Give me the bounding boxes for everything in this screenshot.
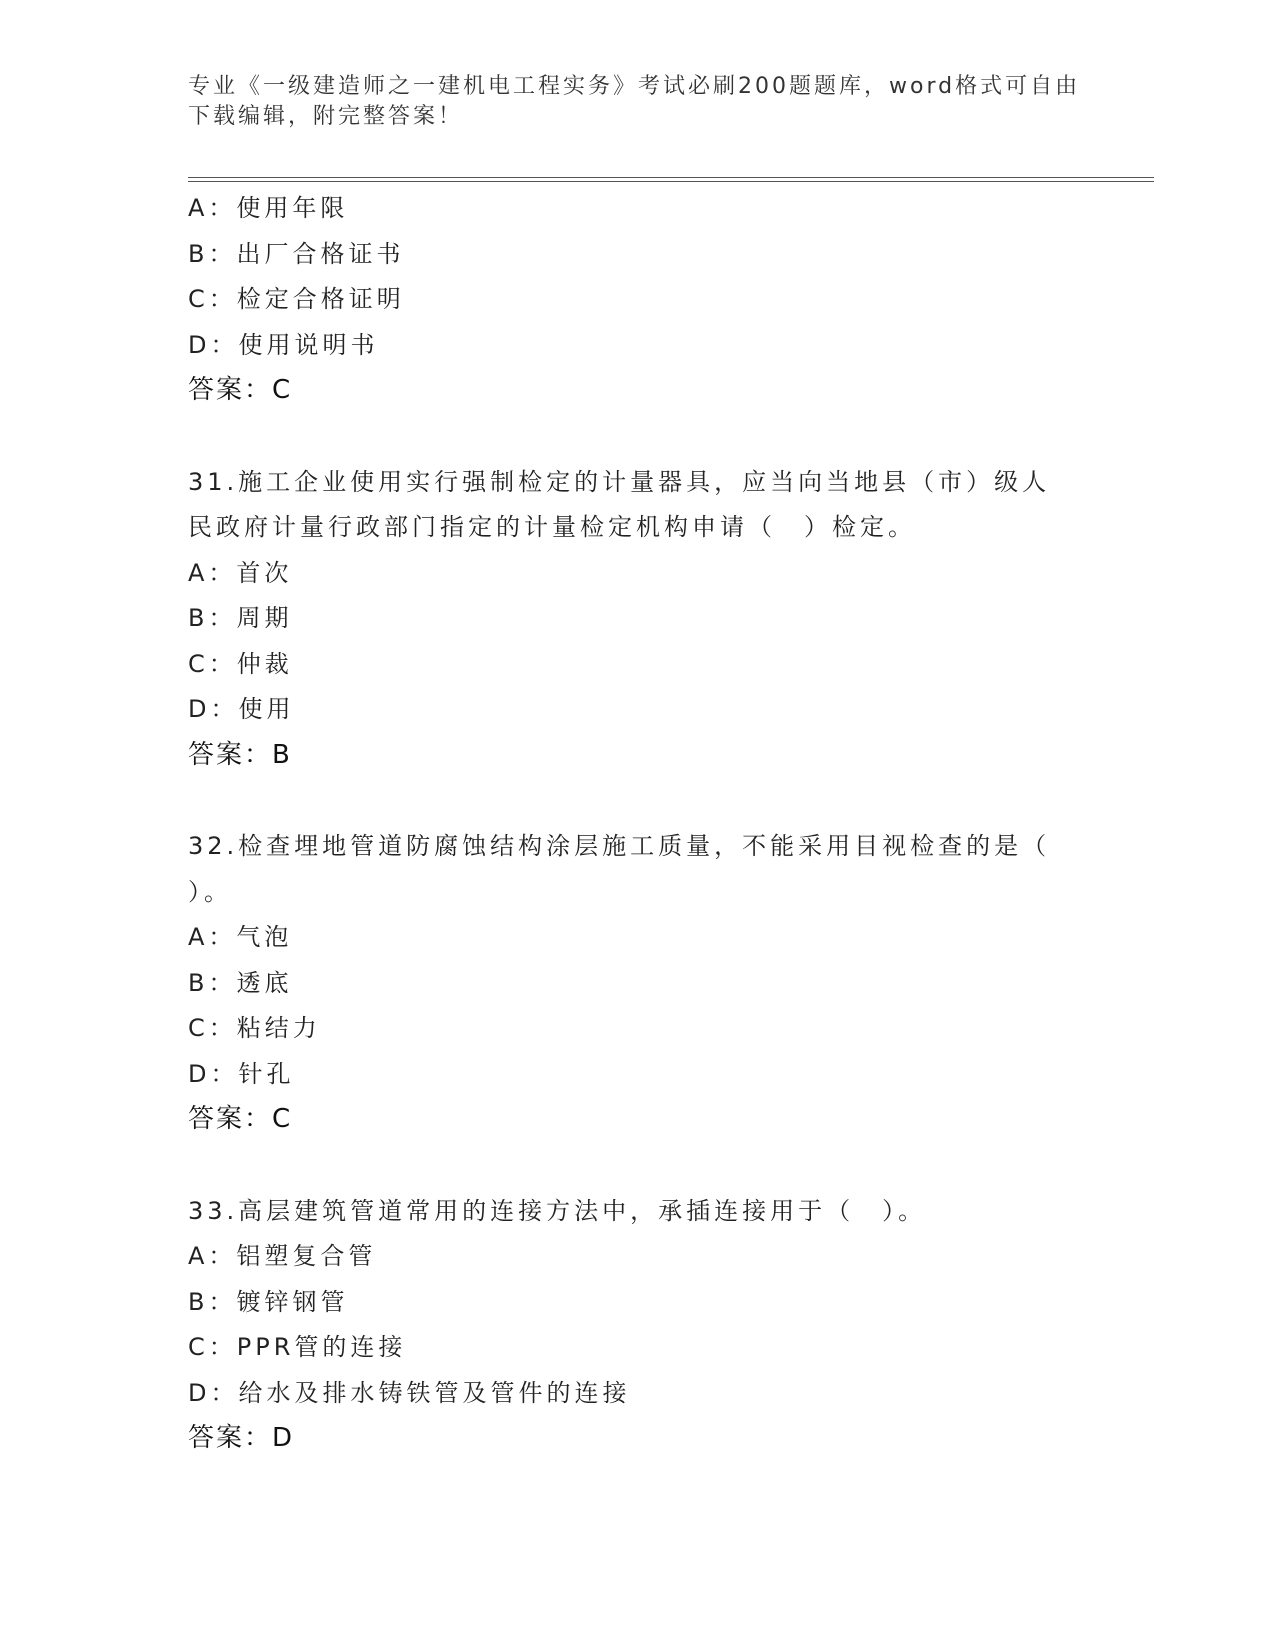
- option-a: A：气泡: [188, 923, 293, 951]
- question-text-line-1: 31.施工企业使用实行强制检定的计量器具，应当向当地县（市）级人: [188, 467, 1051, 496]
- option-c: C：检定合格证明: [188, 285, 405, 313]
- answer-line: 答案：B: [188, 739, 292, 770]
- option-d: D：针孔: [188, 1059, 295, 1088]
- answer-line: 答案：C: [188, 375, 293, 405]
- option-d: D：使用说明书: [188, 330, 379, 359]
- option-b: B：周期: [188, 604, 293, 632]
- option-b: B：出厂合格证书: [188, 239, 405, 268]
- answer-line: 答案：D: [188, 1423, 295, 1453]
- block-spacer: [188, 414, 1088, 460]
- question-text-line-2: ）。: [188, 877, 232, 906]
- document-header: [188, 72, 1088, 132]
- option-c: C：仲裁: [188, 649, 293, 678]
- question-list: [188, 186, 1088, 1462]
- question-block-32: [188, 824, 1088, 1143]
- option-b: B：透底: [188, 968, 293, 997]
- header-line-2: 下载编辑，附完整答案！: [188, 104, 464, 129]
- question-text-line-1: 32.检查埋地管道防腐蚀结构涂层施工质量，不能采用目视检查的是（: [188, 832, 1051, 860]
- option-c: C：粘结力: [188, 1014, 321, 1042]
- header-divider-bottom: [188, 181, 1154, 182]
- header-line-1: 专业《一级建造师之一建机电工程实务》考试必刷200题题库，word格式可自由: [188, 74, 1081, 99]
- answer-line: 答案：C: [188, 1104, 293, 1134]
- question-block-33: [188, 1189, 1088, 1462]
- block-spacer: [188, 778, 1088, 824]
- block-spacer: [188, 1143, 1088, 1189]
- option-a: A：首次: [188, 558, 293, 587]
- option-d: D：给水及排水铸铁管及管件的连接: [188, 1378, 631, 1407]
- question-block-30: [188, 186, 1088, 414]
- question-block-31: [188, 460, 1088, 779]
- option-a: A：铝塑复合管: [188, 1242, 377, 1270]
- question-text-line-1: 33.高层建筑管道常用的连接方法中，承插连接用于（ ）。: [188, 1196, 927, 1225]
- option-c: C：PPR管的连接: [188, 1333, 407, 1361]
- question-text-line-2: 民政府计量行政部门指定的计量检定机构申请（ ）检定。: [188, 513, 916, 541]
- option-b: B：镀锌钢管: [188, 1287, 349, 1316]
- header-divider-top: [188, 177, 1154, 178]
- option-d: D：使用: [188, 695, 295, 723]
- option-a: A：使用年限: [188, 194, 349, 222]
